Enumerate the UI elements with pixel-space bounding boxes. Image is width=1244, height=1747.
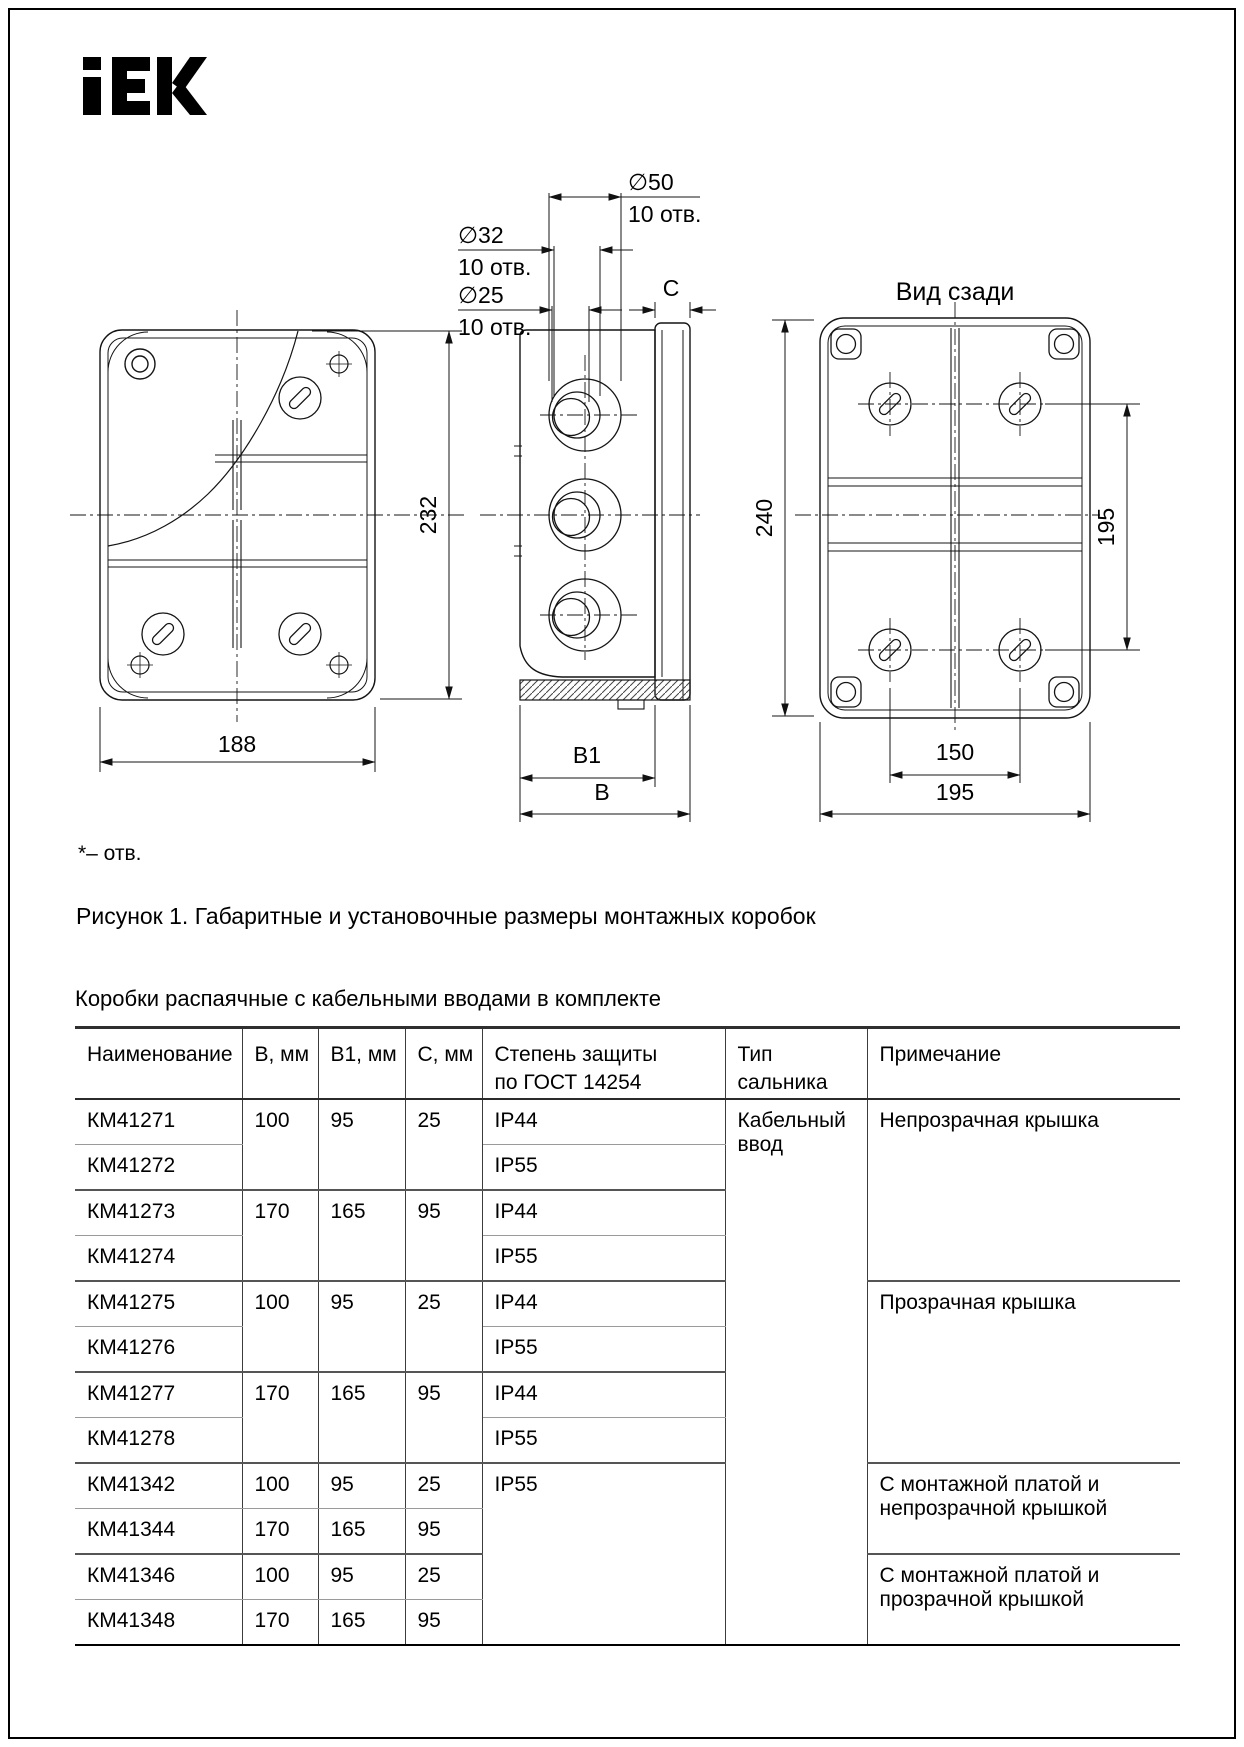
cell-name: КМ41344	[75, 1508, 242, 1554]
cell-name: КМ41342	[75, 1463, 242, 1509]
col-header-protection	[482, 1028, 725, 1099]
col-header-c: С, мм	[405, 1028, 482, 1099]
cell-b: 170	[242, 1190, 318, 1281]
dim-back-inner-width: 150	[935, 739, 975, 765]
col-header-gland: Тип сальника	[725, 1028, 867, 1099]
cell-ip: IP44	[482, 1190, 725, 1236]
protection-line1: Степень защиты	[494, 1043, 658, 1066]
protection-line2: по ГОСТ 14254	[494, 1071, 642, 1095]
figure-caption: Рисунок 1. Габаритные и установочные размеры монтажных коробок	[76, 903, 816, 929]
cell-ip: IP55	[482, 1235, 725, 1281]
cell-name: КМ41277	[75, 1372, 242, 1418]
cell-b: 170	[242, 1599, 318, 1645]
cell-ip: IP44	[482, 1281, 725, 1327]
cell-b1: 95	[318, 1099, 405, 1190]
cell-ip: IP55	[482, 1144, 725, 1190]
cell-ip: IP44	[482, 1099, 725, 1145]
cell-b1: 165	[318, 1372, 405, 1463]
table-row	[75, 1463, 1180, 1509]
cell-b1: 95	[318, 1463, 405, 1509]
cell-note: Непрозрачная крышка	[867, 1099, 1180, 1281]
cell-ip: IP44	[482, 1372, 725, 1418]
dim-front-height: 232	[415, 495, 441, 535]
back-view-title: Вид сзади	[895, 278, 1015, 306]
cell-note: С монтажной платой и прозрачной крышкой	[867, 1554, 1180, 1645]
cell-b: 100	[242, 1281, 318, 1372]
table-title: Коробки распаячные с кабельными вводами в комплекте	[75, 986, 661, 1011]
figure-drawing	[40, 130, 1210, 830]
cell-name: КМ41275	[75, 1281, 242, 1327]
dim-d50-holes: 10 отв.	[628, 201, 702, 227]
dim-back-height: 240	[751, 498, 777, 538]
iek-logo	[83, 57, 208, 115]
dim-d50: ∅50	[628, 169, 674, 195]
dim-d25-holes: 10 отв.	[458, 314, 532, 340]
cell-name: КМ41273	[75, 1190, 242, 1236]
cell-b: 100	[242, 1463, 318, 1509]
cell-name: КМ41274	[75, 1235, 242, 1281]
cell-note: Прозрачная крышка	[867, 1281, 1180, 1463]
cell-gland: Кабельный ввод	[725, 1099, 867, 1645]
dim-d32: ∅32	[458, 222, 504, 248]
cell-c: 25	[405, 1099, 482, 1190]
header-row	[75, 1028, 1180, 1099]
cell-ip: IP55	[482, 1463, 725, 1645]
cell-b1: 165	[318, 1190, 405, 1281]
cell-note: С монтажной платой и непрозрачной крышкой	[867, 1463, 1180, 1554]
cell-b: 100	[242, 1099, 318, 1190]
cell-name: КМ41278	[75, 1417, 242, 1463]
dim-c: C	[662, 275, 680, 301]
cell-c: 25	[405, 1281, 482, 1372]
cell-name: КМ41272	[75, 1144, 242, 1190]
side-view-drawing	[480, 323, 700, 709]
spec-table	[75, 1026, 1180, 1646]
dim-b1: B1	[572, 742, 602, 768]
dim-d32-holes: 10 отв.	[458, 254, 532, 280]
cell-c: 25	[405, 1463, 482, 1509]
dim-back-inner-height: 195	[1093, 507, 1119, 547]
cell-ip: IP55	[482, 1326, 725, 1372]
dim-front-width: 188	[217, 731, 257, 757]
table-row	[75, 1281, 1180, 1327]
cell-c: 95	[405, 1372, 482, 1463]
cell-b1: 165	[318, 1599, 405, 1645]
cell-b1: 95	[318, 1554, 405, 1600]
front-view-dimensions	[100, 331, 462, 772]
col-header-name: Наименование	[75, 1028, 242, 1099]
back-view-drawing	[795, 302, 1100, 734]
cell-c: 95	[405, 1190, 482, 1281]
col-header-note: Примечание	[867, 1028, 1180, 1099]
cell-b: 100	[242, 1554, 318, 1600]
cell-c: 25	[405, 1554, 482, 1600]
cell-name: КМ41276	[75, 1326, 242, 1372]
front-view-drawing	[70, 310, 465, 722]
side-view-dimensions	[458, 169, 716, 822]
cell-name: КМ41346	[75, 1554, 242, 1600]
figure-footnote: *– отв.	[78, 842, 142, 865]
table-row	[75, 1099, 1180, 1145]
cell-ip: IP55	[482, 1417, 725, 1463]
cell-b1: 95	[318, 1281, 405, 1372]
spec-table-section	[75, 986, 1180, 1646]
dim-d25: ∅25	[458, 282, 504, 308]
cell-name: КМ41348	[75, 1599, 242, 1645]
cell-name: КМ41271	[75, 1099, 242, 1145]
dim-b: B	[594, 779, 610, 805]
dim-back-width: 195	[935, 779, 975, 805]
cell-b: 170	[242, 1372, 318, 1463]
cell-b: 170	[242, 1508, 318, 1554]
col-header-b1: В1, мм	[318, 1028, 405, 1099]
cell-c: 95	[405, 1599, 482, 1645]
cell-b1: 165	[318, 1508, 405, 1554]
cell-c: 95	[405, 1508, 482, 1554]
col-header-b: В, мм	[242, 1028, 318, 1099]
